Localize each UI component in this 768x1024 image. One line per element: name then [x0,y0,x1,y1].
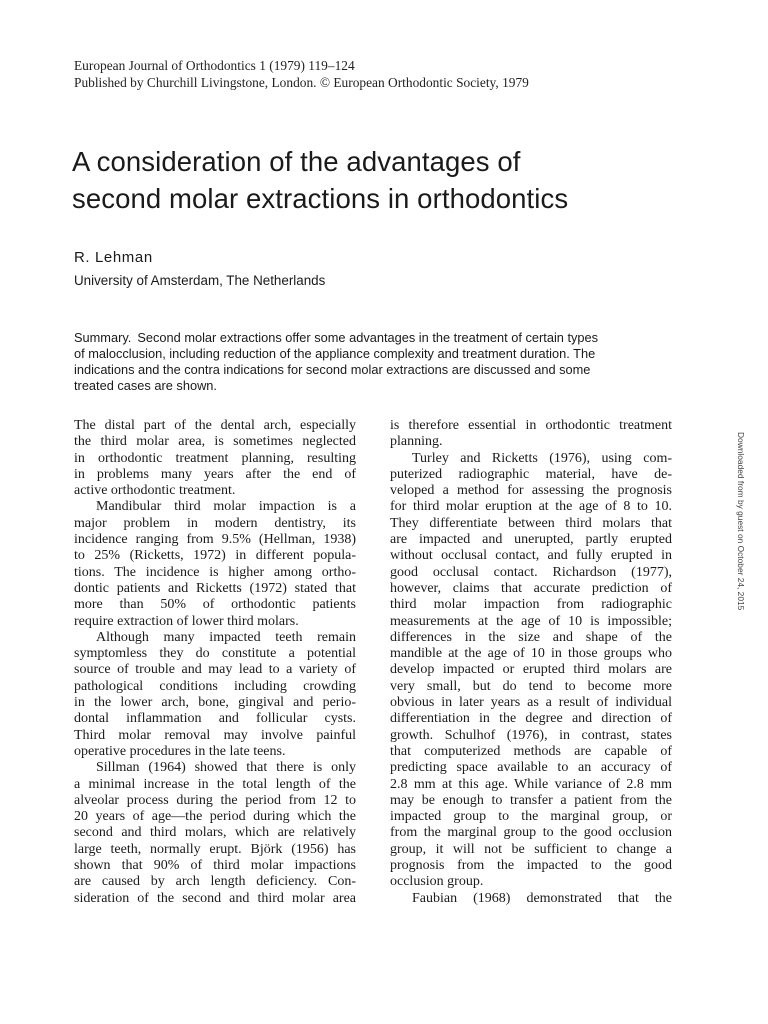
body-line-left-19: dontal inflammation and follicular cysts. [74,711,356,727]
body-line-right-20: growth. Schulhof (1976), in contrast, states [390,727,672,743]
body-line-right-19: differentiation in the degree and direction of [390,711,672,727]
journal-header [74,57,634,91]
body-line-left-12: more than 50% of orthodontic patients [74,597,356,613]
author-name: R. Lehman [74,249,153,266]
summary-line-3: indications and the contra indications for second molar extractions are discussed and some [74,362,591,377]
body-line-right-12: third molar impaction from radiographic [390,597,672,613]
body-line-left-9: to 25% (Ricketts, 1972) in different popula- [74,548,356,564]
body-line-left-4: in problems many years after the end of [74,466,356,482]
body-line-right-3: Turley and Ricketts (1976), using com- [412,450,672,466]
body-line-right-9: without occlusal contact, and fully erupted in [390,548,672,564]
body-line-left-27: large teeth, normally erupt. Björk (1956) has [74,841,356,857]
body-line-right-8: are impacted and unerupted, partly erupted [390,532,672,548]
body-line-left-23: a minimal increase in the total length of the [74,776,356,792]
body-line-right-30: Faubian (1968) demonstrated that the [412,890,672,906]
summary-line-2: of malocclusion, including reduction of the appliance complexity and treatment duration. The [74,346,596,361]
body-line-right-6: for third molar eruption at the age of 8 to 10. [390,499,672,515]
body-line-left-11: dontic patients and Ricketts (1972) stated that [74,580,356,596]
body-line-right-18: obvious in later years as a result of individual [390,695,672,711]
body-line-left-29: are caused by arch length deficiency. Con- [74,874,356,890]
summary-label: Summary. [74,330,132,345]
body-line-right-25: impacted group to the marginal group, or [390,809,672,825]
body-line-right-7: They differentiate between third molars that [390,515,672,531]
article-title-line-2: second molar extractions in orthodontics [72,183,569,214]
abstract-summary [74,330,704,394]
body-line-right-14: differences in the size and shape of the [390,629,672,645]
body-line-right-16: develop impacted or erupted third molars are [390,662,672,678]
body-line-left-24: alveolar process during the period from 12 to [74,792,356,808]
article-title [72,143,692,217]
body-line-left-1: The distal part of the dental arch, especially [74,418,356,433]
body-line-left-20: Third molar removal may involve painful [74,727,356,743]
summary-line-1-text: Second molar extractions offer some advantages in the treatment of certain types [137,330,599,345]
body-line-left-2: the third molar area, is sometimes neglected [74,434,356,450]
author-affiliation: University of Amsterdam, The Netherlands [74,273,326,288]
body-line-right-17: very small, but do tend to become more [390,678,672,694]
body-line-right-10: good occlusal contact. Richardson (1977), [390,564,672,580]
body-line-right-2: planning. [390,434,443,450]
body-column-right [390,418,672,907]
body-line-left-21: operative procedures in the late teens. [74,743,286,759]
body-line-right-11: however, claims that accurate prediction of [390,580,672,596]
body-line-left-3: in orthodontic treatment planning, resulting [74,450,356,466]
body-line-left-26: second and third molars, which are relatively [74,825,356,841]
body-line-left-22: Sillman (1964) showed that there is only [96,760,356,776]
download-watermark [736,432,753,717]
body-line-left-18: in the lower arch, bone, gingival and perio- [74,695,356,711]
body-line-left-28: shown that 90% of third molar impactions [74,858,356,874]
journal-citation: European Journal of Orthodontics 1 (1979) 119–124 [74,58,355,73]
body-line-right-5: veloped a method for assessing the prognosis [390,483,672,499]
body-line-right-28: prognosis from the impacted to the good [390,858,672,874]
body-column-left [74,418,356,907]
body-line-left-15: symptomless they do constitute a potential [74,646,356,662]
summary-line-4: treated cases are shown. [74,378,217,393]
body-line-right-23: 2.8 mm at this age. While variance of 2.8 mm [390,776,672,792]
body-line-right-13: measurements at the age of 10 is impossible; [390,613,672,629]
body-line-left-14: Although many impacted teeth remain [96,629,356,645]
body-line-left-30: sideration of the second and third molar area [74,890,356,906]
body-line-left-6: Mandibular third molar impaction is a [96,499,356,515]
body-line-right-24: may be enough to transfer a patient from the [390,792,672,808]
body-line-left-25: 20 years of age—the period during which the [74,809,356,825]
body-line-right-4: puterized radiographic material, have de- [390,466,672,482]
summary-line-1 [74,330,704,346]
body-line-right-29: occlusion group. [390,874,484,890]
body-line-left-16: source of trouble and may lead to a variety of [74,662,356,678]
body-line-left-13: require extraction of lower third molars. [74,613,299,629]
body-line-right-22: predicting space available to an accuracy of [390,760,672,776]
body-line-left-7: major problem in modern dentistry, its [74,515,356,531]
body-line-right-26: from the marginal group to the good occlusion [390,825,672,841]
body-line-left-5: active orthodontic treatment. [74,483,236,499]
body-line-right-27: group, it will not be sufficient to change a [390,841,672,857]
download-watermark-text: Downloaded from by guest on October 24, 2015 [736,432,746,611]
body-line-right-15: mandible at the age of 10 in those groups who [390,646,672,662]
publisher-line: Published by Churchill Livingstone, London. © European Orthodontic Society, 1979 [74,75,529,90]
body-line-left-10: tions. The incidence is higher among ortho- [74,564,356,580]
body-line-right-21: that computerized methods are capable of [390,743,672,759]
body-line-left-8: incidence ranging from 9.5% (Hellman, 1938) [74,532,356,548]
article-title-line-1: A consideration of the advantages of [72,146,521,177]
body-line-right-1: is therefore essential in orthodontic treatment [390,418,672,433]
body-line-left-17: pathological conditions including crowding [74,678,356,694]
